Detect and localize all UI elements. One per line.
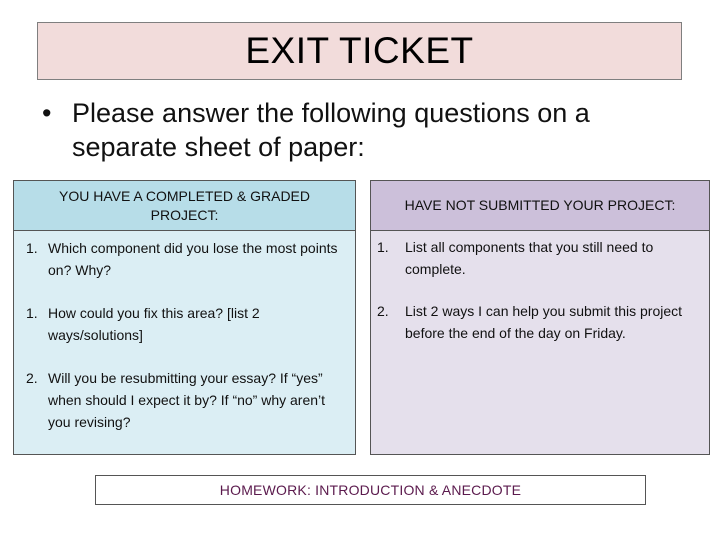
item-text: List all components that you still need to complete. (405, 239, 654, 277)
item-number: 1. (377, 239, 389, 255)
completed-project-column (13, 180, 356, 455)
item-text: Will you be resubmitting your essay? If “yes” when should I expect it by? If “no” why aren’t you revising? (48, 370, 326, 430)
homework-text: HOMEWORK: INTRODUCTION & ANECDOTE (219, 482, 522, 498)
bullet-icon: • (42, 98, 52, 128)
item-text: List 2 ways I can help you submit this project before the end of the day on Friday. (405, 303, 683, 341)
item-number: 1. (26, 240, 38, 256)
completed-project-header: YOU HAVE A COMPLETED & GRADED PROJECT: (14, 181, 355, 231)
item-number: 1. (26, 305, 38, 321)
instruction-text: Please answer the following questions on a separate sheet of paper: (72, 98, 590, 162)
page-title: EXIT TICKET (245, 30, 474, 71)
item-text: How could you fix this area? [list 2 ways/solutions] (48, 305, 260, 343)
not-submitted-header: HAVE NOT SUBMITTED YOUR PROJECT: (371, 181, 709, 231)
item-number: 2. (26, 370, 38, 386)
item-number: 2. (377, 303, 389, 319)
title-banner (37, 22, 682, 80)
item-text: Which component did you lose the most points on? Why? (48, 240, 338, 278)
not-submitted-column (370, 180, 710, 455)
homework-box (95, 475, 646, 505)
